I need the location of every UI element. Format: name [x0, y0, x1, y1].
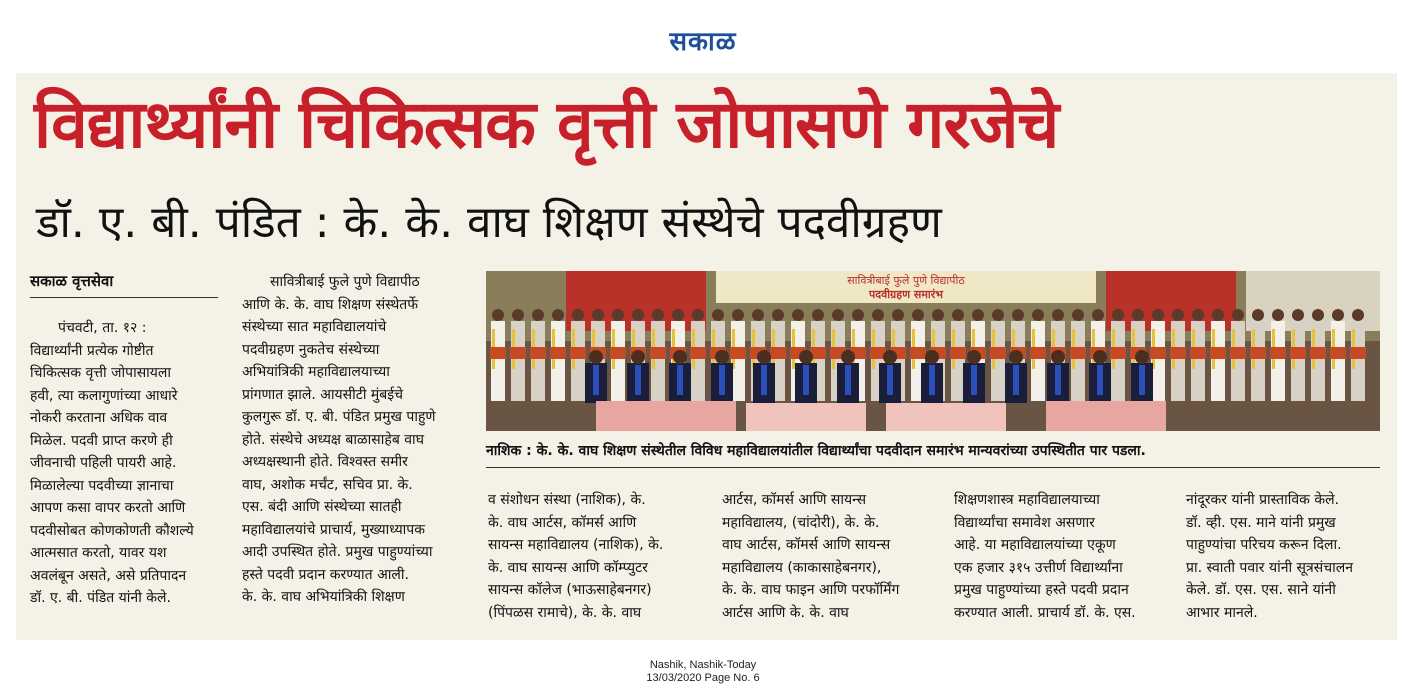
article-text-line: पदवीग्रहण नुकतेच संस्थेच्या: [242, 341, 380, 358]
article-headline: विद्यार्थ्यांनी चिकित्सक वृत्ती जोपासणे गरजेचे: [34, 86, 1059, 163]
footer-edition: Nashik, Nashik-Today: [649, 659, 757, 671]
graduate-head: [912, 309, 924, 321]
article-byline: सकाळ वृत्तसेवा: [30, 271, 218, 298]
graduate-head: [712, 309, 724, 321]
dignitary-head: [1009, 350, 1023, 364]
caption-divider: [486, 467, 1380, 468]
degree-folder: [910, 347, 926, 359]
article-text-line: के. के. वाघ फाइन आणि परफॉर्मिंग: [722, 582, 900, 598]
graduate-head: [1152, 309, 1164, 321]
graduate-head: [1332, 309, 1344, 321]
article-text-line: व संशोधन संस्था (नाशिक), के.: [488, 492, 646, 508]
graduate-head: [892, 309, 904, 321]
article-text-line: होते. संस्थेचे अध्यक्ष बाळासाहेब वाघ: [242, 431, 424, 448]
article-text-line: सायन्स कॉलेज (भाऊसाहेबनगर): [488, 582, 652, 598]
degree-folder: [1070, 347, 1086, 359]
degree-folder: [770, 347, 786, 359]
degree-folder: [1310, 347, 1326, 359]
article-text-line: आहे. या महाविद्यालयांच्या एकूण: [954, 537, 1116, 553]
dignitary-head: [799, 350, 813, 364]
article-text-line: सायन्स महाविद्यालय (नाशिक), के.: [488, 537, 664, 553]
dignitary-stole: [887, 365, 893, 395]
graduate-head: [572, 309, 584, 321]
dignitary-head: [967, 350, 981, 364]
stage-table-left: [596, 401, 736, 431]
graduate-head: [1292, 309, 1304, 321]
degree-folder: [1150, 347, 1166, 359]
graduate-head: [792, 309, 804, 321]
degree-folder: [610, 347, 626, 359]
dignitary-head: [757, 350, 771, 364]
article-text-line: हवी, त्या कलागुणांच्या आधारे: [30, 387, 178, 404]
dignitary-stole: [719, 365, 725, 395]
article-text-line: संस्थेच्या सात महाविद्यालयांचे: [242, 319, 387, 335]
stage-table-center-left: [746, 403, 866, 431]
article-column-1: [30, 317, 240, 610]
article-subheadline: डॉ. ए. बी. पंडित : के. के. वाघ शिक्षण संस्थेचे पदवीग्रहण: [36, 197, 942, 248]
dignitary-head: [631, 350, 645, 364]
dignitary-head: [1093, 350, 1107, 364]
article-text-line: प्रांगणात झाले. आयसीटी मुंबईचे: [242, 386, 404, 403]
article-text-line: करण्यात आली. प्राचार्य डॉ. के. एस.: [954, 604, 1136, 621]
dignitary-stole: [761, 365, 767, 395]
graduate-head: [632, 309, 644, 321]
graduation-photo: [486, 271, 1380, 431]
degree-folder: [1270, 347, 1286, 359]
graduate-head: [492, 309, 504, 321]
article-text-line: हस्ते पदवी प्रदान करण्यात आली.: [242, 566, 409, 583]
article-column-3: [488, 489, 708, 624]
graduate-head: [1072, 309, 1084, 321]
article-text-line: पदवीसोबत कोणकोणती कौशल्ये: [30, 522, 194, 539]
graduate-head: [692, 309, 704, 321]
graduate-head: [1352, 309, 1364, 321]
dignitary-head: [841, 350, 855, 364]
article-text-line: जीवनाची पहिली पायरी आहे.: [30, 455, 177, 471]
dignitary-stole: [1139, 365, 1145, 395]
article-text-line: प्रमुख पाहुण्यांच्या हस्ते पदवी प्रदान: [954, 582, 1129, 598]
article-text-line: मिळालेल्या पदवीच्या ज्ञानाचा: [30, 477, 174, 494]
degree-folder: [510, 347, 526, 359]
article-panel: [16, 73, 1397, 640]
stage-table-center: [886, 403, 1006, 431]
degree-folder: [490, 347, 506, 359]
graduate-head: [1052, 309, 1064, 321]
degree-folder: [550, 347, 566, 359]
graduate-head: [832, 309, 844, 321]
article-text-line: के. वाघ सायन्स आणि कॉम्प्युटर: [488, 559, 648, 576]
footer-date-page: 13/03/2020 Page No. 6: [646, 672, 760, 684]
stage-table-right: [1046, 401, 1166, 431]
article-text-line: शिक्षणशास्त्र महाविद्यालयाच्या: [954, 492, 1100, 508]
degree-folder: [950, 347, 966, 359]
article-text-line: नोकरी करताना अधिक वाव: [30, 410, 168, 426]
degree-folder: [1110, 347, 1126, 359]
graduate-head: [772, 309, 784, 321]
article-text-line: विद्यार्थ्यांचा समावेश असणार: [954, 514, 1095, 531]
article-text-line: अध्यक्षस्थानी होते. विश्‍वस्त समीर: [242, 454, 408, 470]
article-text-line: के. वाघ आर्टस, कॉमर्स आणि: [488, 514, 637, 531]
degree-folder: [1330, 347, 1346, 359]
dignitary-stole: [1013, 365, 1019, 395]
dignitary-head: [673, 350, 687, 364]
dignitary-stole: [929, 365, 935, 395]
article-text-line: वाघ आर्टस, कॉमर्स आणि सायन्स: [722, 537, 891, 553]
degree-folder: [530, 347, 546, 359]
article-text-line: (पिंपळस रामाचे), के. के. वाघ: [488, 604, 642, 621]
newspaper-masthead: सकाळ: [669, 27, 737, 57]
banner-line-1: सावित्रीबाई फुले पुणे विद्यापीठ: [847, 274, 965, 287]
graduate-head: [1112, 309, 1124, 321]
page-footer: [0, 659, 1406, 685]
article-column-5: [954, 489, 1174, 624]
graduate-head: [932, 309, 944, 321]
article-text-line: महाविद्यालयांचे प्राचार्य, मुख्याध्यापक: [242, 521, 426, 538]
graduate-head: [1212, 309, 1224, 321]
graduation-ceremony-image: [486, 271, 1380, 431]
graduate-head: [1092, 309, 1104, 321]
article-text-line: आभार मानले.: [1186, 604, 1258, 621]
graduate-head: [1192, 309, 1204, 321]
degree-folder: [1250, 347, 1266, 359]
article-text-line: मिळेल. पदवी प्राप्त करणे ही: [30, 432, 173, 449]
graduate-head: [552, 309, 564, 321]
article-text-line: आर्टस आणि के. के. वाघ: [722, 604, 849, 621]
graduate-head: [732, 309, 744, 321]
article-text-line: पंचवटी, ता. १२ :: [58, 320, 147, 336]
article-text-line: एक हजार ३१५ उत्तीर्ण विद्यार्थ्यांना: [954, 559, 1123, 576]
graduate-head: [512, 309, 524, 321]
article-text-line: विद्यार्थ्यांनी प्रत्येक गोष्टीत: [30, 342, 154, 359]
dignitary-stole: [593, 365, 599, 395]
graduate-head: [852, 309, 864, 321]
dignitary-head: [1051, 350, 1065, 364]
graduate-head: [1172, 309, 1184, 321]
article-text-line: केले. डॉ. एस. एस. साने यांनी: [1186, 582, 1336, 598]
degree-folder: [1190, 347, 1206, 359]
graduate-head: [872, 309, 884, 321]
article-text-line: आपण कसा वापर करतो आणि: [30, 500, 186, 516]
degree-folder: [690, 347, 706, 359]
article-text-line: चिकित्सक वृत्ती जोपासायला: [30, 365, 172, 381]
graduate-head: [592, 309, 604, 321]
dignitary-stole: [677, 365, 683, 395]
article-text-line: महाविद्यालय (काकासाहेबनगर),: [722, 559, 882, 576]
dignitary-head: [589, 350, 603, 364]
dignitary-stole: [1055, 365, 1061, 395]
graduate-head: [1252, 309, 1264, 321]
article-text-line: पाहुण्यांचा परिचय करून दिला.: [1186, 537, 1342, 553]
dignitary-stole: [971, 365, 977, 395]
degree-folder: [570, 347, 586, 359]
graduate-head: [812, 309, 824, 321]
article-text-line: अभियांत्रिकी महाविद्यालयाच्या: [242, 364, 390, 380]
article-text-line: आर्टस, कॉमर्स आणि सायन्स: [722, 492, 867, 508]
degree-folder: [1210, 347, 1226, 359]
degree-folder: [1230, 347, 1246, 359]
dignitary-head: [715, 350, 729, 364]
article-text-line: के. के. वाघ अभियांत्रिकी शिक्षण: [242, 589, 405, 605]
graduate-head: [612, 309, 624, 321]
article-text-line: आदी उपस्थित होते. प्रमुख पाहुण्यांच्या: [242, 544, 433, 560]
graduate-head: [672, 309, 684, 321]
banner-line-2: पदवीग्रहण समारंभ: [869, 288, 943, 301]
degree-folder: [990, 347, 1006, 359]
dignitary-head: [925, 350, 939, 364]
graduate-head: [1272, 309, 1284, 321]
dignitary-head: [883, 350, 897, 364]
article-text-line: डॉ. व्ही. एस. माने यांनी प्रमुख: [1186, 514, 1336, 531]
graduate-head: [992, 309, 1004, 321]
dignitary-stole: [803, 365, 809, 395]
article-text-line: महाविद्यालय, (चांदोरी), के. के.: [722, 514, 880, 531]
article-column-4: [722, 489, 942, 624]
degree-folder: [730, 347, 746, 359]
article-text-line: आत्मसात करतो, यावर यश: [30, 545, 167, 561]
degree-folder: [1170, 347, 1186, 359]
article-column-2: [242, 271, 478, 609]
dignitary-stole: [845, 365, 851, 395]
degree-folder: [650, 347, 666, 359]
article-text-line: प्रा. स्वाती पवार यांनी सूत्रसंचालन: [1186, 559, 1353, 576]
graduate-head: [952, 309, 964, 321]
dignitary-stole: [1097, 365, 1103, 395]
article-text-line: आणि के. के. वाघ शिक्षण संस्थेतर्फे: [242, 296, 419, 313]
graduate-head: [1032, 309, 1044, 321]
article-text-line: नांदूरकर यांनी प्रास्ताविक केले.: [1186, 492, 1340, 508]
graduate-head: [972, 309, 984, 321]
graduate-head: [1012, 309, 1024, 321]
graduate-head: [1232, 309, 1244, 321]
article-text-line: डॉ. ए. बी. पंडित यांनी केले.: [30, 590, 171, 606]
graduate-head: [1312, 309, 1324, 321]
article-text-line: अवलंबून असते, असे प्रतिपादन: [30, 567, 187, 584]
article-column-6: [1186, 489, 1391, 624]
graduate-head: [532, 309, 544, 321]
degree-folder: [1290, 347, 1306, 359]
graduate-head: [652, 309, 664, 321]
graduate-head: [752, 309, 764, 321]
degree-folder: [1350, 347, 1366, 359]
article-text-line: एस. बंदी आणि संस्थेच्या सातही: [242, 499, 402, 515]
degree-folder: [1030, 347, 1046, 359]
article-text-line: कुलगुरू डॉ. ए. बी. पंडित प्रमुख पाहुणे: [242, 409, 436, 425]
graduate-head: [1132, 309, 1144, 321]
article-text-line: वाघ, अशोक मर्चंट, सचिव प्रा. के.: [242, 476, 413, 493]
dignitary-head: [1135, 350, 1149, 364]
photo-caption: नाशिक : के. के. वाघ शिक्षण संस्थेतील विविध महाविद्यालयांतील विद्यार्थ्यांचा पदवीदान समारंभ मान्यवरांच्या उपस्थितीत पार पडला.: [486, 443, 1146, 459]
article-text-line: सावित्रीबाई फुले पुणे विद्यापीठ: [270, 274, 420, 290]
dignitary-stole: [635, 365, 641, 395]
